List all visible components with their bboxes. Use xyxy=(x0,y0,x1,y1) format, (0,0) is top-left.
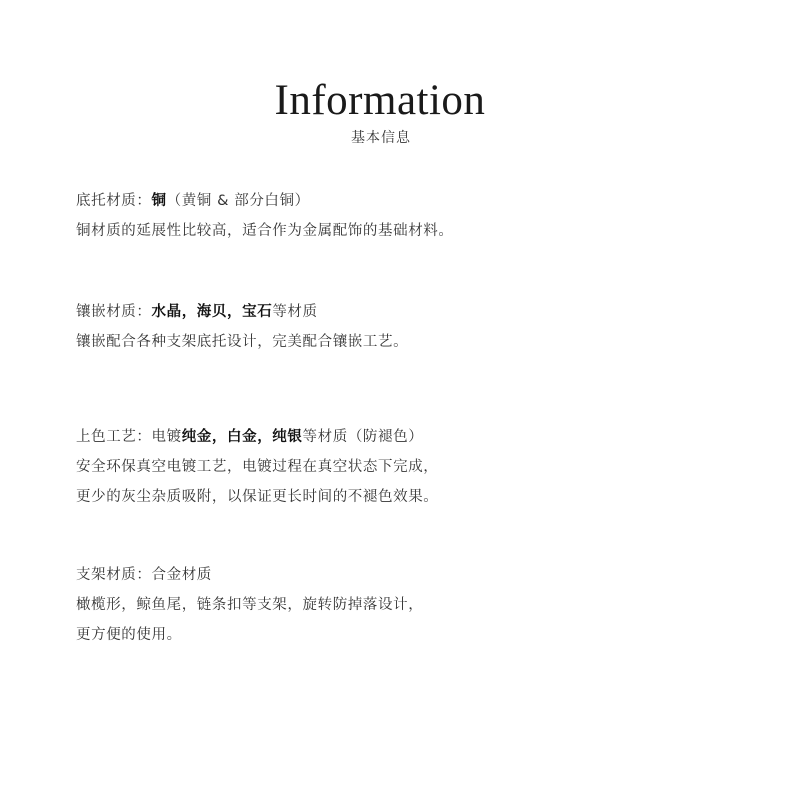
section-heading-tail: 等材质（防褪色） xyxy=(302,429,424,445)
section-description-line: 橄榄形，鲸鱼尾，链条扣等支架，旋转防掉落设计， xyxy=(76,597,424,613)
section-plating-process xyxy=(76,422,756,512)
section-highlight: 铜 xyxy=(151,193,167,209)
section-heading xyxy=(76,186,756,216)
section-description-line: 镶嵌配合各种支架底托设计，完美配合镶嵌工艺。 xyxy=(76,334,409,350)
section-heading xyxy=(76,297,756,327)
section-heading-tail: （黄铜 & 部分白铜） xyxy=(166,193,310,209)
section-description-line: 更少的灰尘杂质吸附，以保证更长时间的不褪色效果。 xyxy=(76,489,439,505)
section-description-line: 铜材质的延展性比较高，适合作为金属配饰的基础材料。 xyxy=(76,223,454,239)
section-label: 底托材质： xyxy=(76,193,152,209)
page-subtitle: 基本信息 xyxy=(351,130,411,146)
section-label: 镶嵌材质： xyxy=(76,304,152,320)
section-description-line: 更方便的使用。 xyxy=(76,627,182,643)
section-bracket-material xyxy=(76,560,756,650)
section-label: 支架材质：合金材质 xyxy=(76,567,212,583)
section-highlight: 水晶，海贝，宝石 xyxy=(151,304,273,320)
section-heading xyxy=(76,560,756,590)
section-description-line: 安全环保真空电镀工艺，电镀过程在真空状态下完成， xyxy=(76,459,439,475)
section-highlight: 纯金，白金，纯银 xyxy=(181,429,303,445)
section-base-material xyxy=(76,186,756,246)
section-inlay-material xyxy=(76,297,756,357)
section-label: 上色工艺：电镀 xyxy=(76,429,182,445)
section-heading xyxy=(76,422,756,452)
page-title: Information xyxy=(274,77,486,124)
section-heading-tail: 等材质 xyxy=(272,304,318,320)
